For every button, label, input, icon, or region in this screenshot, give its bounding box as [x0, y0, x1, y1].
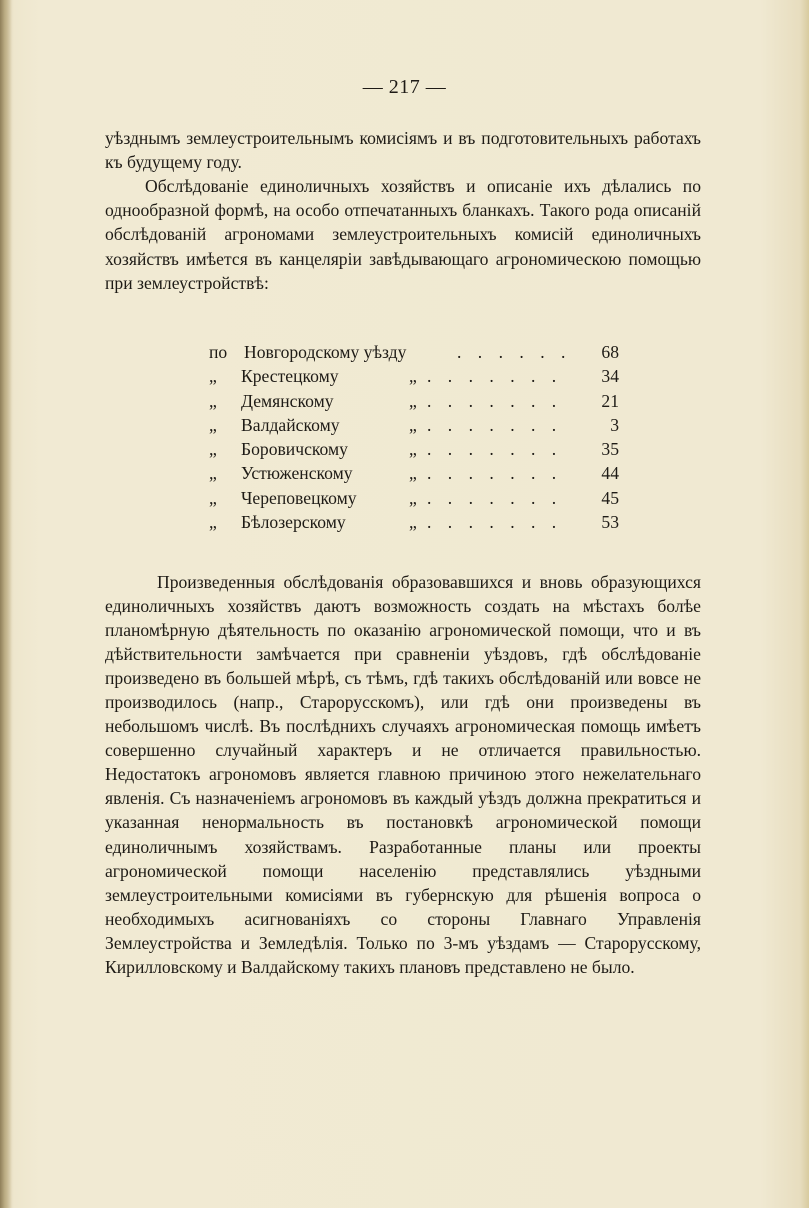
list-item [209, 366, 619, 390]
leader-dots: . . . . . . [457, 342, 572, 362]
paragraph-continuation: уѣзднымъ землеустроительнымъ комисіямъ и въ подготовительныхъ работахъ къ будущему году. [105, 128, 701, 173]
preposition: по [209, 342, 228, 362]
list-item [209, 439, 619, 463]
list-item [209, 463, 619, 487]
leader-dots: . . . . . . . [427, 487, 563, 508]
district-name: Устюженскому [241, 463, 353, 484]
ditto-mark: „ [409, 390, 417, 411]
list-item [209, 415, 619, 439]
ditto-mark: „ [209, 487, 217, 508]
list-item [209, 391, 619, 415]
survey-count: 68 [601, 342, 619, 362]
ditto-mark: „ [409, 414, 417, 435]
leader-dots: . . . . . . . [427, 463, 563, 484]
list-item [209, 342, 619, 366]
district-name: Валдайскому [241, 414, 340, 435]
district-survey-list [209, 342, 619, 536]
ditto-mark: „ [409, 512, 417, 533]
ditto-mark: „ [409, 487, 417, 508]
district-name: Бѣлозерскому [241, 512, 346, 533]
survey-count: 45 [601, 487, 619, 508]
survey-count: 34 [601, 366, 619, 387]
ditto-mark: „ [209, 390, 217, 411]
leader-dots: . . . . . . . [427, 390, 563, 411]
leader-dots: . . . . . . . [427, 366, 563, 387]
survey-count: 21 [601, 390, 619, 411]
list-item [209, 488, 619, 512]
ditto-mark: „ [209, 439, 217, 460]
survey-count: 35 [601, 439, 619, 460]
ditto-mark: „ [209, 463, 217, 484]
survey-count: 44 [601, 463, 619, 484]
leader-dots: . . . . . . . [427, 439, 563, 460]
leader-dots: . . . . . . . [427, 414, 563, 435]
binding-shadow [0, 0, 12, 1208]
ditto-mark: „ [209, 414, 217, 435]
survey-count: 3 [610, 414, 619, 435]
paragraph-survey-description: Обслѣдованіе единоличныхъ хозяйствъ и описаніе ихъ дѣлались по однообразной формѣ, на особо отпечатанныхъ бланкахъ. Такого рода описаній обслѣдованій агрономами землеустроительныхъ комисій единоличныхъ хозяйствъ имѣется въ канцеляріи завѣдывающаго агрономическою помощью при землеустройствѣ: [105, 176, 701, 293]
page-number: — 217 — [362, 76, 447, 98]
paragraph-conclusions: Произведенныя обслѣдованія образовавшихся и вновь образующихся единоличныхъ хозяйствъ даютъ возможность создать на мѣстахъ болѣе планомѣрную дѣятельность по оказанію агрономической помощи, что и въ дѣйствительности замѣчается при сравненіи уѣздовъ, гдѣ обслѣдованіе произведено въ большей мѣрѣ, съ тѣмъ, гдѣ такихъ обслѣдованій или вовсе не производилось (напр., Старорусскомъ), или гдѣ они произведены въ небольшомъ числѣ. Въ послѣднихъ случаяхъ агрономическая помощь имѣетъ совершенно случайный характеръ и не отличается правильностью. Недостатокъ агрономовъ является главною причиною этого нежелательнаго явленія. Съ назначеніемъ агрономовъ въ каждый уѣздъ должна прекратиться и указанная ненормальность въ постановкѣ агрономической помощи единоличнымъ хозяйствамъ. Разработанные планы или проекты агрономической помощи населенію представлялись уѣздными землеустроительными комисіями въ губернскую для рѣшенія вопроса о необходимыхъ асигнованіяхъ со стороны Главнаго Управленія Землеустройства и Земледѣлія. Только по 3-мъ уѣздамъ — Старорусскому, Кирилловскому и Валдайскому такихъ плановъ представлено не было. [105, 572, 701, 977]
list-item [209, 512, 619, 536]
district-name: Крестецкому [241, 366, 339, 387]
district-name: Демянскому [241, 390, 334, 411]
district-name: Череповецкому [241, 487, 357, 508]
ditto-mark: „ [409, 463, 417, 484]
ditto-mark: „ [409, 366, 417, 387]
ditto-mark: „ [209, 366, 217, 387]
district-name: Новгородскому уѣзду [244, 342, 407, 362]
ditto-mark: „ [209, 512, 217, 533]
leader-dots: . . . . . . . [427, 512, 563, 533]
ditto-mark: „ [409, 439, 417, 460]
district-name: Боровичскому [241, 439, 348, 460]
survey-count: 53 [601, 512, 619, 533]
